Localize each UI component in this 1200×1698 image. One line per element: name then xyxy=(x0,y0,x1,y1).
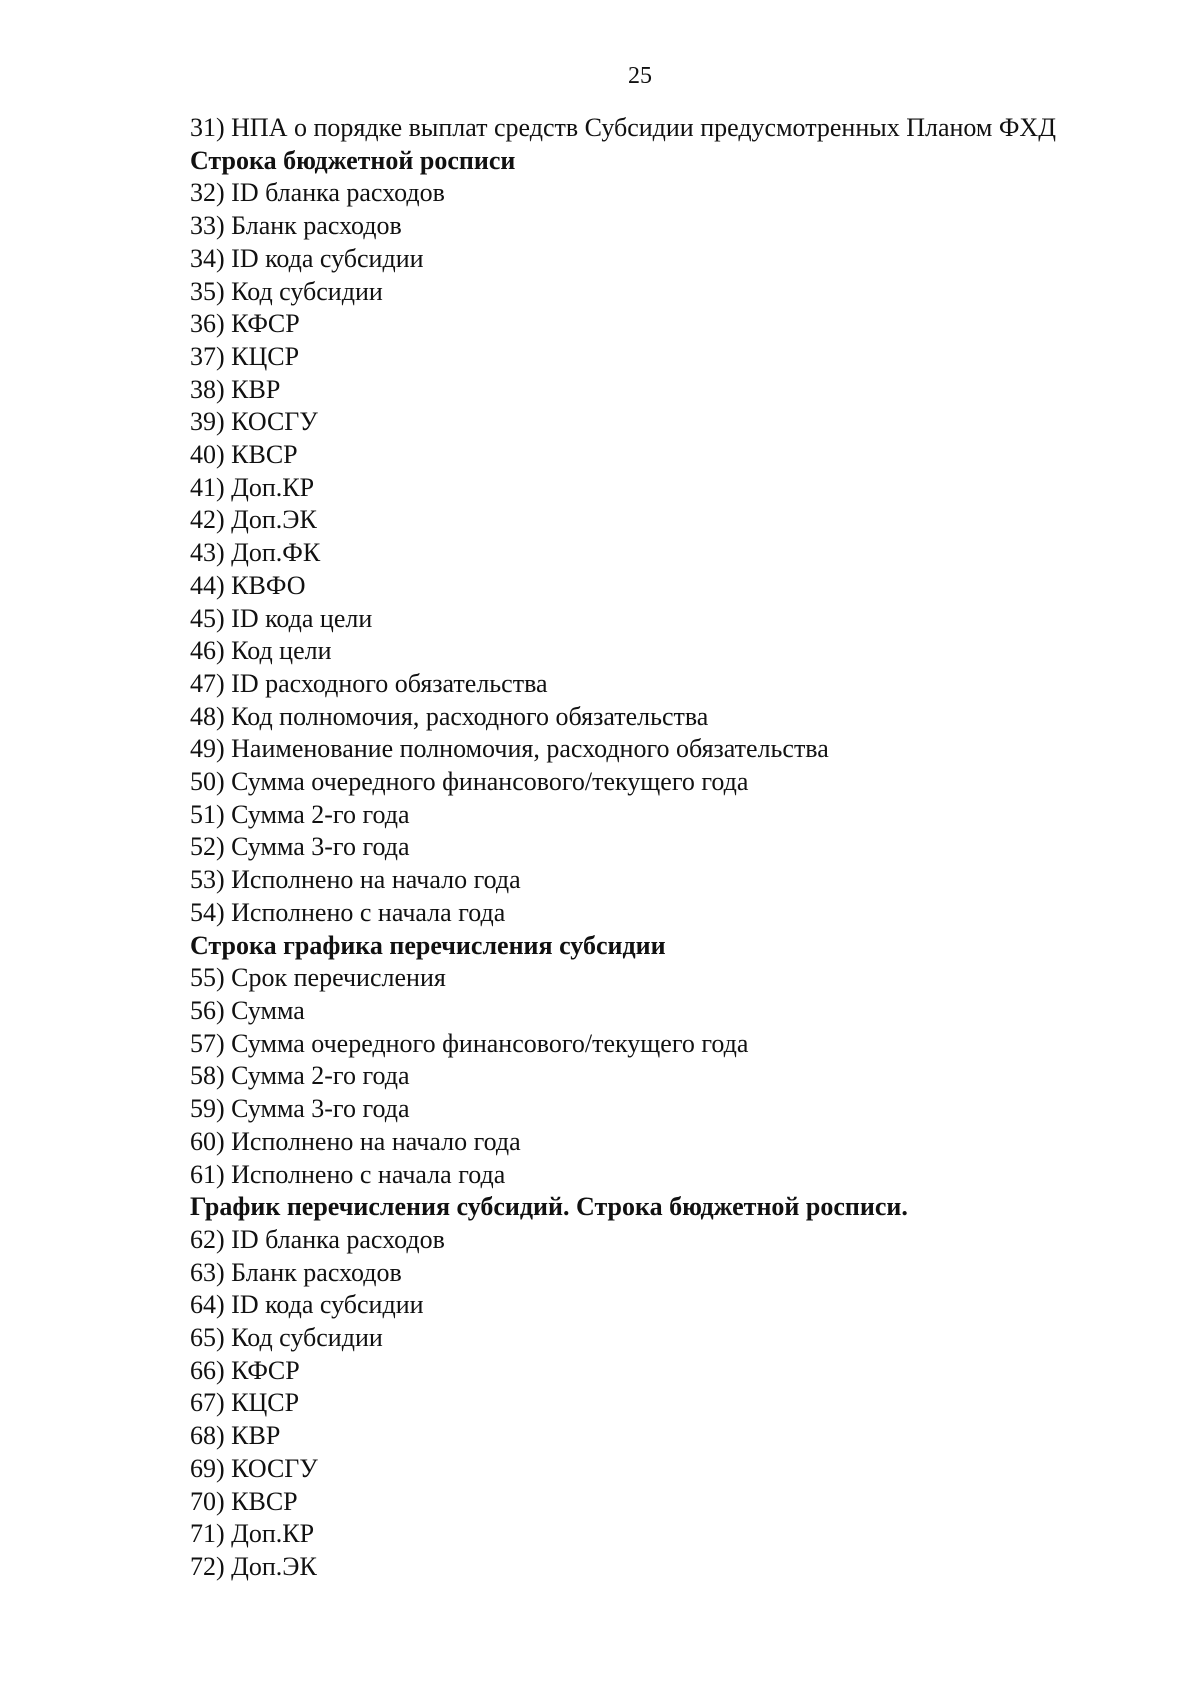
field-list xyxy=(190,112,1180,1584)
list-item: 71) Доп.КР xyxy=(190,1519,315,1549)
list-item: 53) Исполнено на начало года xyxy=(190,865,521,895)
list-item: 40) КВСР xyxy=(190,440,298,470)
list-item: 66) КФСР xyxy=(190,1355,300,1385)
list-item: 65) Код субсидии xyxy=(190,1323,383,1353)
list-item: 59) Сумма 3-го года xyxy=(190,1094,410,1124)
list-item: 33) Бланк расходов xyxy=(190,211,402,241)
list-item: 60) Исполнено на начало года xyxy=(190,1126,521,1156)
list-item: 39) КОСГУ xyxy=(190,407,318,437)
list-item: 67) КЦСР xyxy=(190,1388,300,1418)
list-item: 61) Исполнено с начала года xyxy=(190,1159,506,1189)
list-item: 48) Код полномочия, расходного обязательства xyxy=(190,701,709,731)
list-item: 52) Сумма 3-го года xyxy=(190,832,410,862)
list-item: 56) Сумма xyxy=(190,995,305,1025)
list-item: 64) ID кода субсидии xyxy=(190,1290,424,1320)
list-item: 45) ID кода цели xyxy=(190,603,373,633)
list-item: 55) Срок перечисления xyxy=(190,963,446,993)
list-item: 38) КВР xyxy=(190,374,281,404)
list-item: 68) КВР xyxy=(190,1421,281,1451)
list-item: 34) ID кода субсидии xyxy=(190,243,424,273)
list-item: 43) Доп.ФК xyxy=(190,538,321,568)
list-item: 58) Сумма 2-го года xyxy=(190,1061,410,1091)
list-item: 54) Исполнено с начала года xyxy=(190,897,506,927)
list-item: 42) Доп.ЭК xyxy=(190,505,317,535)
list-item: 50) Сумма очередного финансового/текущего года xyxy=(190,767,749,797)
list-item: 37) КЦСР xyxy=(190,341,300,371)
list-item: 32) ID бланка расходов xyxy=(190,178,445,208)
section-heading: Строка графика перечисления субсидии xyxy=(190,930,666,960)
list-item: 51) Сумма 2-го года xyxy=(190,799,410,829)
list-item: 49) Наименование полномочия, расходного обязательства xyxy=(190,734,829,764)
list-item: 70) КВСР xyxy=(190,1486,298,1516)
list-item: 41) Доп.КР xyxy=(190,472,315,502)
list-item: 36) КФСР xyxy=(190,309,300,339)
list-item: 46) Код цели xyxy=(190,636,332,666)
list-item: 47) ID расходного обязательства xyxy=(190,668,548,698)
list-item: 35) Код субсидии xyxy=(190,276,383,306)
list-item: 44) КВФО xyxy=(190,570,306,600)
list-item: 69) КОСГУ xyxy=(190,1453,318,1483)
list-item: 57) Сумма очередного финансового/текущего года xyxy=(190,1028,749,1058)
list-item: 63) Бланк расходов xyxy=(190,1257,402,1287)
page-number: 25 xyxy=(628,63,652,89)
section-heading: Строка бюджетной росписи xyxy=(190,145,516,175)
list-item: 62) ID бланка расходов xyxy=(190,1224,445,1254)
section-heading: График перечисления субсидий. Строка бюджетной росписи. xyxy=(190,1192,908,1222)
list-item: 31) НПА о порядке выплат средств Субсидии предусмотренных Планом ФХД xyxy=(190,113,1056,142)
list-item: 72) Доп.ЭК xyxy=(190,1551,317,1581)
